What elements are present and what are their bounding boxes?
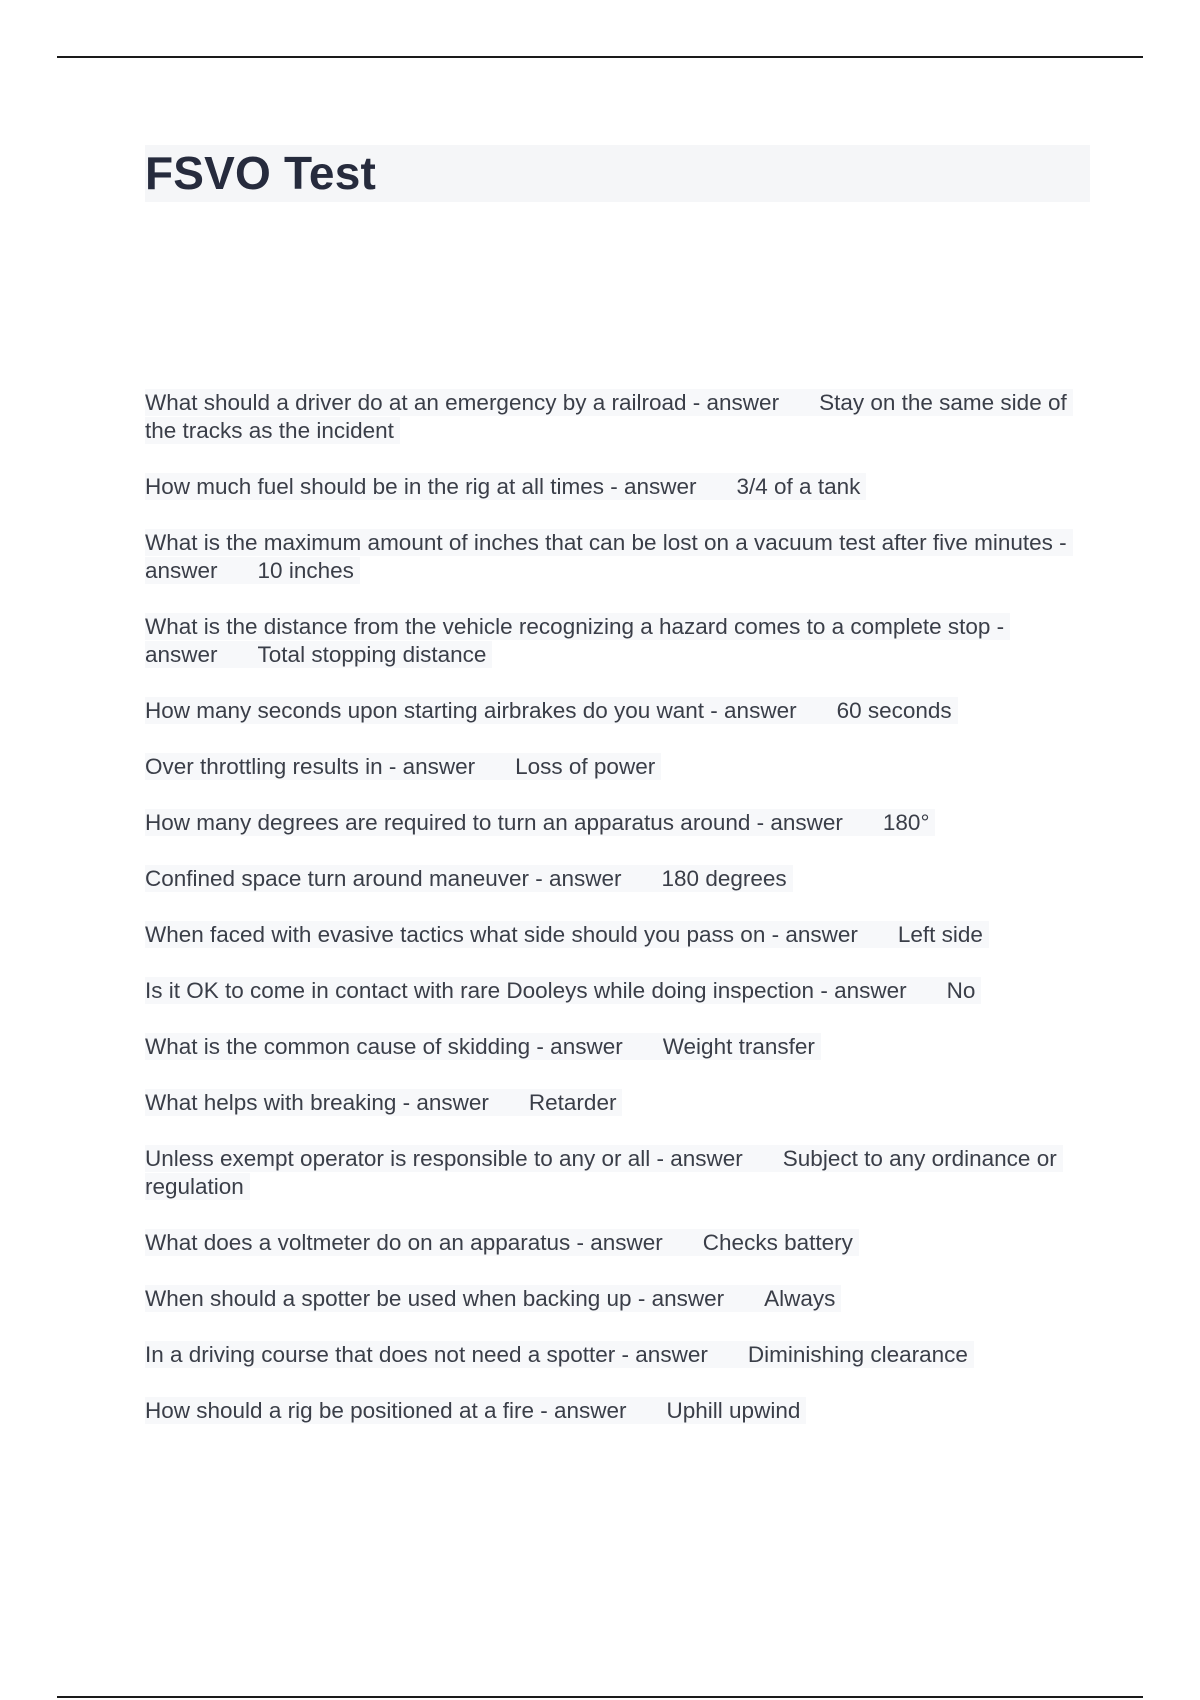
qa-item — [145, 697, 1075, 725]
qa-answer: Subject to any ordinance or regulation — [145, 1145, 1057, 1199]
qa-answer: 180° — [882, 809, 930, 835]
qa-item — [145, 1089, 1075, 1117]
qa-question: What should a driver do at an emergency by a railroad - answer — [145, 389, 780, 415]
qa-question: Confined space turn around maneuver - answer — [145, 865, 622, 891]
qa-item — [145, 1033, 1075, 1061]
qa-question: What does a voltmeter do on an apparatus - answer — [145, 1229, 663, 1255]
qa-question: What is the maximum amount of inches that can be lost on a vacuum test after five minutes - answer — [145, 529, 1067, 583]
qa-question: Is it OK to come in contact with rare Dooleys while doing inspection - answer — [145, 977, 907, 1003]
qa-question: How many seconds upon starting airbrakes do you want - answer — [145, 697, 797, 723]
qa-item — [145, 389, 1075, 445]
qa-answer: 3/4 of a tank — [736, 473, 861, 499]
top-rule — [57, 56, 1143, 58]
qa-question: Unless exempt operator is responsible to any or all - answer — [145, 1145, 743, 1171]
qa-answer: Loss of power — [515, 753, 656, 779]
qa-question: What helps with breaking - answer — [145, 1089, 489, 1115]
qa-item — [145, 529, 1075, 585]
qa-question: When faced with evasive tactics what side should you pass on - answer — [145, 921, 858, 947]
qa-answer: Retarder — [528, 1089, 617, 1115]
page-title: FSVO Test — [145, 147, 376, 199]
qa-answer: Left side — [897, 921, 983, 947]
qa-item — [145, 753, 1075, 781]
qa-item — [145, 1341, 1075, 1369]
qa-answer: Always — [764, 1285, 836, 1311]
qa-item — [145, 613, 1075, 669]
qa-question: When should a spotter be used when backing up - answer — [145, 1285, 725, 1311]
qa-answer: 10 inches — [257, 557, 354, 583]
qa-question: What is the distance from the vehicle recognizing a hazard comes to a complete stop - answer — [145, 613, 1005, 667]
qa-item — [145, 473, 1075, 501]
qa-item — [145, 1145, 1075, 1201]
qa-question: Over throttling results in - answer — [145, 753, 476, 779]
qa-item — [145, 1229, 1075, 1257]
qa-answer: Stay on the same side of the tracks as the incident — [145, 389, 1067, 443]
qa-item — [145, 1397, 1075, 1425]
qa-question: How many degrees are required to turn an apparatus around - answer — [145, 809, 843, 835]
qa-answer: Checks battery — [702, 1229, 853, 1255]
qa-item — [145, 1285, 1075, 1313]
qa-list — [145, 366, 1075, 1453]
qa-answer: 180 degrees — [661, 865, 787, 891]
qa-question: In a driving course that does not need a spotter - answer — [145, 1341, 708, 1367]
qa-item — [145, 977, 1075, 1005]
qa-item — [145, 809, 1075, 837]
qa-answer: No — [946, 977, 976, 1003]
qa-question: What is the common cause of skidding - answer — [145, 1033, 623, 1059]
qa-answer: Diminishing clearance — [747, 1341, 968, 1367]
qa-answer: 60 seconds — [836, 697, 952, 723]
qa-answer: Weight transfer — [662, 1033, 815, 1059]
bottom-rule — [57, 1696, 1143, 1698]
qa-answer: Total stopping distance — [257, 641, 487, 667]
qa-item — [145, 921, 1075, 949]
qa-answer: Uphill upwind — [666, 1397, 801, 1423]
qa-item — [145, 865, 1075, 893]
qa-question: How should a rig be positioned at a fire - answer — [145, 1397, 627, 1423]
qa-question: How much fuel should be in the rig at all times - answer — [145, 473, 697, 499]
